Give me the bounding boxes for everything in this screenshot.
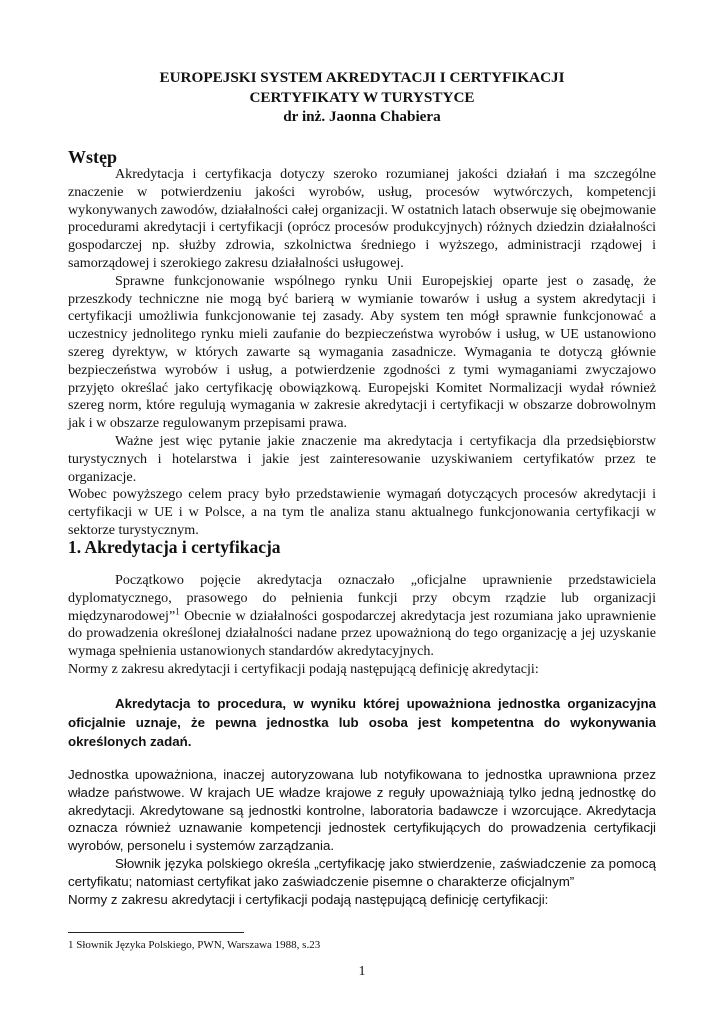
- section-1-heading: 1. Akredytacja i certyfikacja: [68, 537, 281, 557]
- section-1-continued: [68, 766, 656, 908]
- title-line-2: CERTYFIKATY W TURYSTYCE: [249, 88, 475, 106]
- intro-paragraph-3: Ważne jest więc pytanie jakie znaczenie ma akredytacja i certyfikacja dla przedsiębiorstw turystycznych i hotelarstwa i jakie jest zainteresowanie uzyskiwaniem certyfikatów przez te organizacje.: [68, 432, 656, 485]
- title-line-1: EUROPEJSKI SYSTEM AKREDYTACJI I CERTYFIKACJI: [159, 69, 565, 86]
- section-1-paragraph-1-text: Początkowo pojęcie akredytacja oznaczało „oficjalne uprawnienie przedstawiciela dyplomatycznego, prasowego do pełnienia funkcji przy obcym rządzie lub organizacji międzynarodowej”: [68, 572, 656, 624]
- accreditation-definition: [68, 694, 656, 751]
- footnote: 1 Słownik Języka Polskiego, PWN, Warszawa 1988, s.23: [68, 939, 321, 951]
- section-1-body: [68, 572, 656, 679]
- section-1-paragraph-1: [68, 572, 656, 661]
- section-1-paragraph-5: Normy z zakresu akredytacji i certyfikacji podają następującą definicję certyfikacji:: [68, 891, 549, 907]
- intro-body: [68, 166, 656, 540]
- section-1-paragraph-3: Jednostka upoważniona, inaczej autoryzowana lub notyfikowana to jednostka uprawniona przez władze państwowe. W krajach UE władze krajowe z reguły upoważniają tylko jedną jednostkę do akredytacji. Akredytowane są jednostki kontrolne, laboratoria badawcze i wzorcujące. Akredytacja oznacza również uznawanie kompetencji jednostek certyfikujących do prowadzenia certyfikacji wyrobów, personelu i systemów zarządzania.: [68, 767, 656, 854]
- title-block: [60, 68, 664, 127]
- intro-paragraph-2: Sprawne funkcjonowanie wspólnego rynku Unii Europejskiej oparte jest o zasadę, że przeszkody techniczne nie mogą być barierą w wymianie towarów i usług a system akredytacji i certyfikacji umożliwia funkcjonowanie tej zasady. Aby system ten mógł sprawnie funkcjonować a uczestnicy jednolitego rynku mieli zaufanie do bezpieczeństwa wyrobów i usług, w UE ustanowiono szereg dyrektyw, w których zawarte są wymagania zasadnicze. Wymagania te dotyczą głównie bezpieczeństwa wyrobów i usług, a potwierdzenie zgodności z tymi wymaganiami zwyczajowo przyjęto określać jako certyfikację obowiązkową. Europejski Komitet Normalizacji wydał również szereg norm, które regulują wymagania w zakresie akredytacji i certyfikacji w obszarze dobrowolnym jak i w obszarze regulowanym przepisami prawa.: [68, 272, 656, 432]
- section-1-paragraph-1-text-cont: Obecnie w działalności gospodarczej akredytacja jest rozumiana jako uprawnienie do prowadzenia określonej działalności nadane przez upoważnioną do tego organizację a jej uzyskanie wymaga spełnienia ustanowionych standardów akredytacyjnych.: [68, 607, 656, 660]
- intro-paragraph-1: Akredytacja i certyfikacja dotyczy szeroko rozumianej jakości działań i ma szczególne znaczenie w potwierdzeniu jakości wyrobów, usług, procesów wytwórczych, kompetencji wykonywanych zawodów, działalności całej organizacji. W ostatnich latach obserwuje się obejmowanie procedurami akredytacji i certyfikacji (oprócz procesów produkcyjnych) różnych dziedzin działalności gospodarczej np. służby zdrowia, szkolnictwa średniego i wyższego, administracji rządowej i samorządowej i szerokiego zakresu działalności usługowej.: [68, 166, 656, 271]
- section-1-paragraph-2: Normy z zakresu akredytacji i certyfikacji podają następującą definicję akredytacji:: [68, 660, 539, 677]
- page-number: 1: [358, 964, 366, 979]
- intro-paragraph-4: Wobec powyższego celem pracy było przedstawienie wymagań dotyczących procesów akredytacji i certyfikacji w UE i w Polsce, a na tym tle analiza stanu aktualnego funkcjonowania certyfikacji w sektorze turystycznym.: [68, 486, 656, 538]
- section-1-paragraph-4: Słownik języka polskiego określa „certyfikację jako stwierdzenie, zaświadczenie za pomocą certyfikatu; natomiast certyfikat jako zaświadczenie pisemne o charakterze oficjalnym”: [68, 855, 656, 889]
- footnote-reference[interactable]: 1: [175, 605, 180, 616]
- accreditation-definition-text: Akredytacja to procedura, w wyniku której upoważniona jednostka organizacyjna oficjalnie uznaje, że pewna jednostka lub osoba jest kompetentna do wykonywania określonych zadań.: [68, 696, 656, 749]
- footnote-divider: [68, 932, 244, 933]
- intro-heading: Wstęp: [68, 147, 117, 167]
- author: dr inż. Jaonna Chabiera: [283, 108, 441, 125]
